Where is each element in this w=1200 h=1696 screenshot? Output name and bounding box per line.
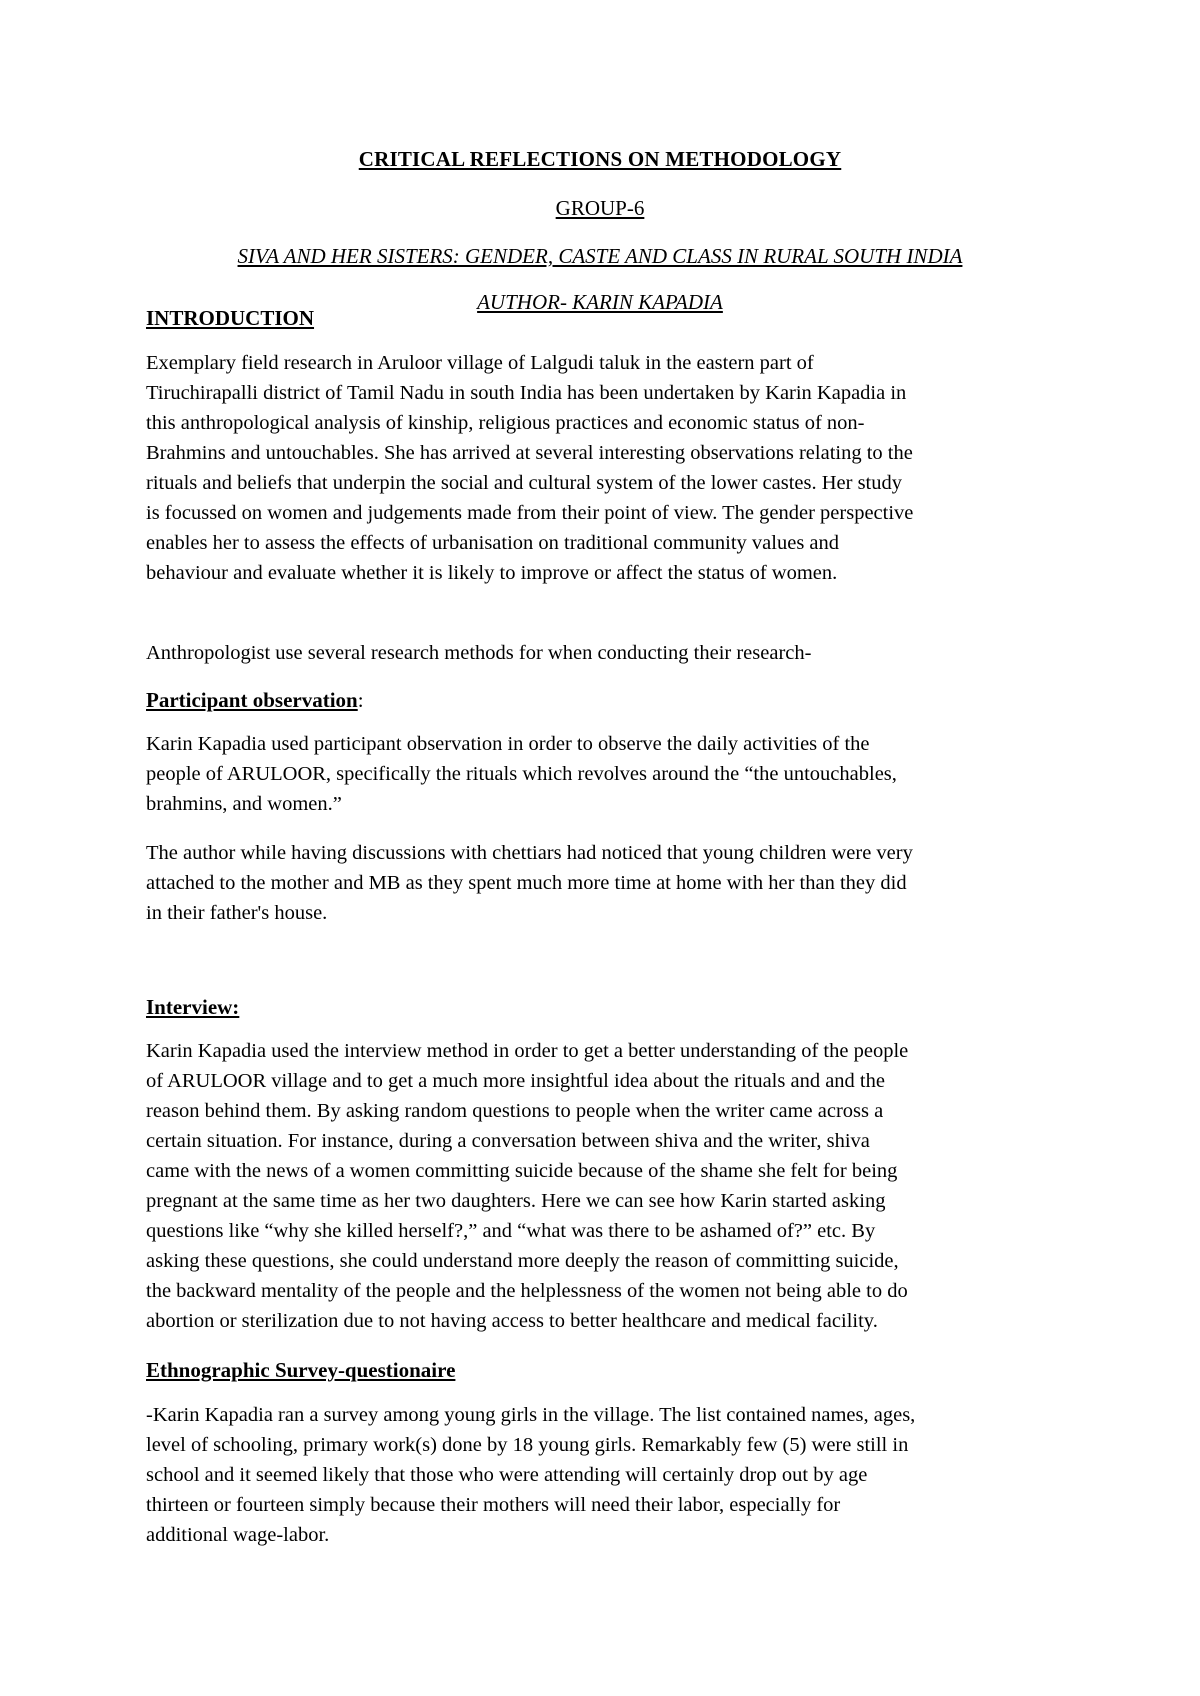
paragraph-line: additional wage-labor.	[146, 1524, 330, 1546]
paragraph-line: rituals and beliefs that underpin the social and cultural system of the lower castes. Her study	[146, 472, 903, 494]
paragraph-line: of ARULOOR village and to get a much more insightful idea about the rituals and and the	[146, 1070, 885, 1092]
paragraph-line: this anthropological analysis of kinship, religious practices and economic status of non-	[146, 412, 865, 434]
methods-intro	[146, 638, 1066, 668]
document-title: CRITICAL REFLECTIONS ON METHODOLOGY	[358, 147, 842, 171]
paragraph-line: people of ARULOOR, specifically the rituals which revolves around the “the untouchables,	[146, 763, 897, 785]
heading-colon: :	[357, 688, 364, 712]
participant-observation-paragraph-1	[146, 729, 1066, 819]
paragraph-line: came with the news of a women committing suicide because of the shame she felt for being	[146, 1160, 898, 1182]
paragraph-line: pregnant at the same time as her two daughters. Here we can see how Karin started asking	[146, 1190, 886, 1212]
participant-observation-heading: Participant observation	[146, 688, 358, 712]
paragraph-line: the backward mentality of the people and the helplessness of the women not being able to do	[146, 1280, 908, 1302]
paragraph-line: Brahmins and untouchables. She has arrived at several interesting observations relating to the	[146, 442, 913, 464]
paragraph-line: -Karin Kapadia ran a survey among young girls in the village. The list contained names, ages,	[146, 1404, 916, 1426]
paragraph-line: level of schooling, primary work(s) done by 18 young girls. Remarkably few (5) were still in	[146, 1434, 909, 1456]
paragraph-line: enables her to assess the effects of urbanisation on traditional community values and	[146, 532, 840, 554]
introduction-paragraph	[146, 348, 1066, 588]
author-line: AUTHOR- KARIN KAPADIA	[477, 290, 723, 314]
paragraph-line: Tiruchirapalli district of Tamil Nadu in south India has been undertaken by Karin Kapadia in	[146, 382, 907, 404]
paragraph-line: is focussed on women and judgements made from their point of view. The gender perspective	[146, 502, 914, 524]
paragraph-line: The author while having discussions with chettiars had noticed that young children were very	[146, 842, 913, 864]
paragraph-line: Karin Kapadia used the interview method in order to get a better understanding of the people	[146, 1040, 909, 1062]
participant-observation-paragraph-2	[146, 838, 1066, 928]
paragraph-line: attached to the mother and MB as they spent much more time at home with her than they did	[146, 872, 907, 894]
paragraph-line: thirteen or fourteen simply because their mothers will need their labor, especially for	[146, 1494, 841, 1516]
paragraph-line: school and it seemed likely that those who were attending will certainly drop out by age	[146, 1464, 868, 1486]
book-title: SIVA AND HER SISTERS: GENDER, CASTE AND CLASS IN RURAL SOUTH INDIA	[237, 244, 963, 268]
paragraph-line: Karin Kapadia used participant observation in order to observe the daily activities of the	[146, 733, 870, 755]
group-label: GROUP-6	[555, 196, 645, 220]
interview-heading: Interview:	[146, 995, 240, 1019]
introduction-heading: INTRODUCTION	[146, 306, 315, 330]
paragraph-line: abortion or sterilization due to not having access to better healthcare and medical facility.	[146, 1310, 878, 1332]
participant-observation-heading-wrap	[146, 687, 364, 713]
paragraph-line: reason behind them. By asking random questions to people when the writer came across a	[146, 1100, 884, 1122]
paragraph-line: asking these questions, she could understand more deeply the reason of committing suicide,	[146, 1250, 899, 1272]
paragraph-line: questions like “why she killed herself?,” and “what was there to be ashamed of?” etc. By	[146, 1220, 876, 1242]
paragraph-line: Exemplary field research in Aruloor village of Lalgudi taluk in the eastern part of	[146, 352, 814, 374]
paragraph-line: brahmins, and women.”	[146, 793, 342, 815]
ethnographic-survey-paragraph	[146, 1400, 1066, 1550]
paragraph-line: certain situation. For instance, during a conversation between shiva and the writer, shiva	[146, 1130, 870, 1152]
paragraph-line: Anthropologist use several research methods for when conducting their research-	[146, 642, 812, 664]
paragraph-line: in their father's house.	[146, 902, 328, 924]
ethnographic-survey-heading: Ethnographic Survey-questionaire	[146, 1358, 456, 1382]
interview-paragraph	[146, 1036, 1066, 1336]
paragraph-line: behaviour and evaluate whether it is likely to improve or affect the status of women.	[146, 562, 838, 584]
